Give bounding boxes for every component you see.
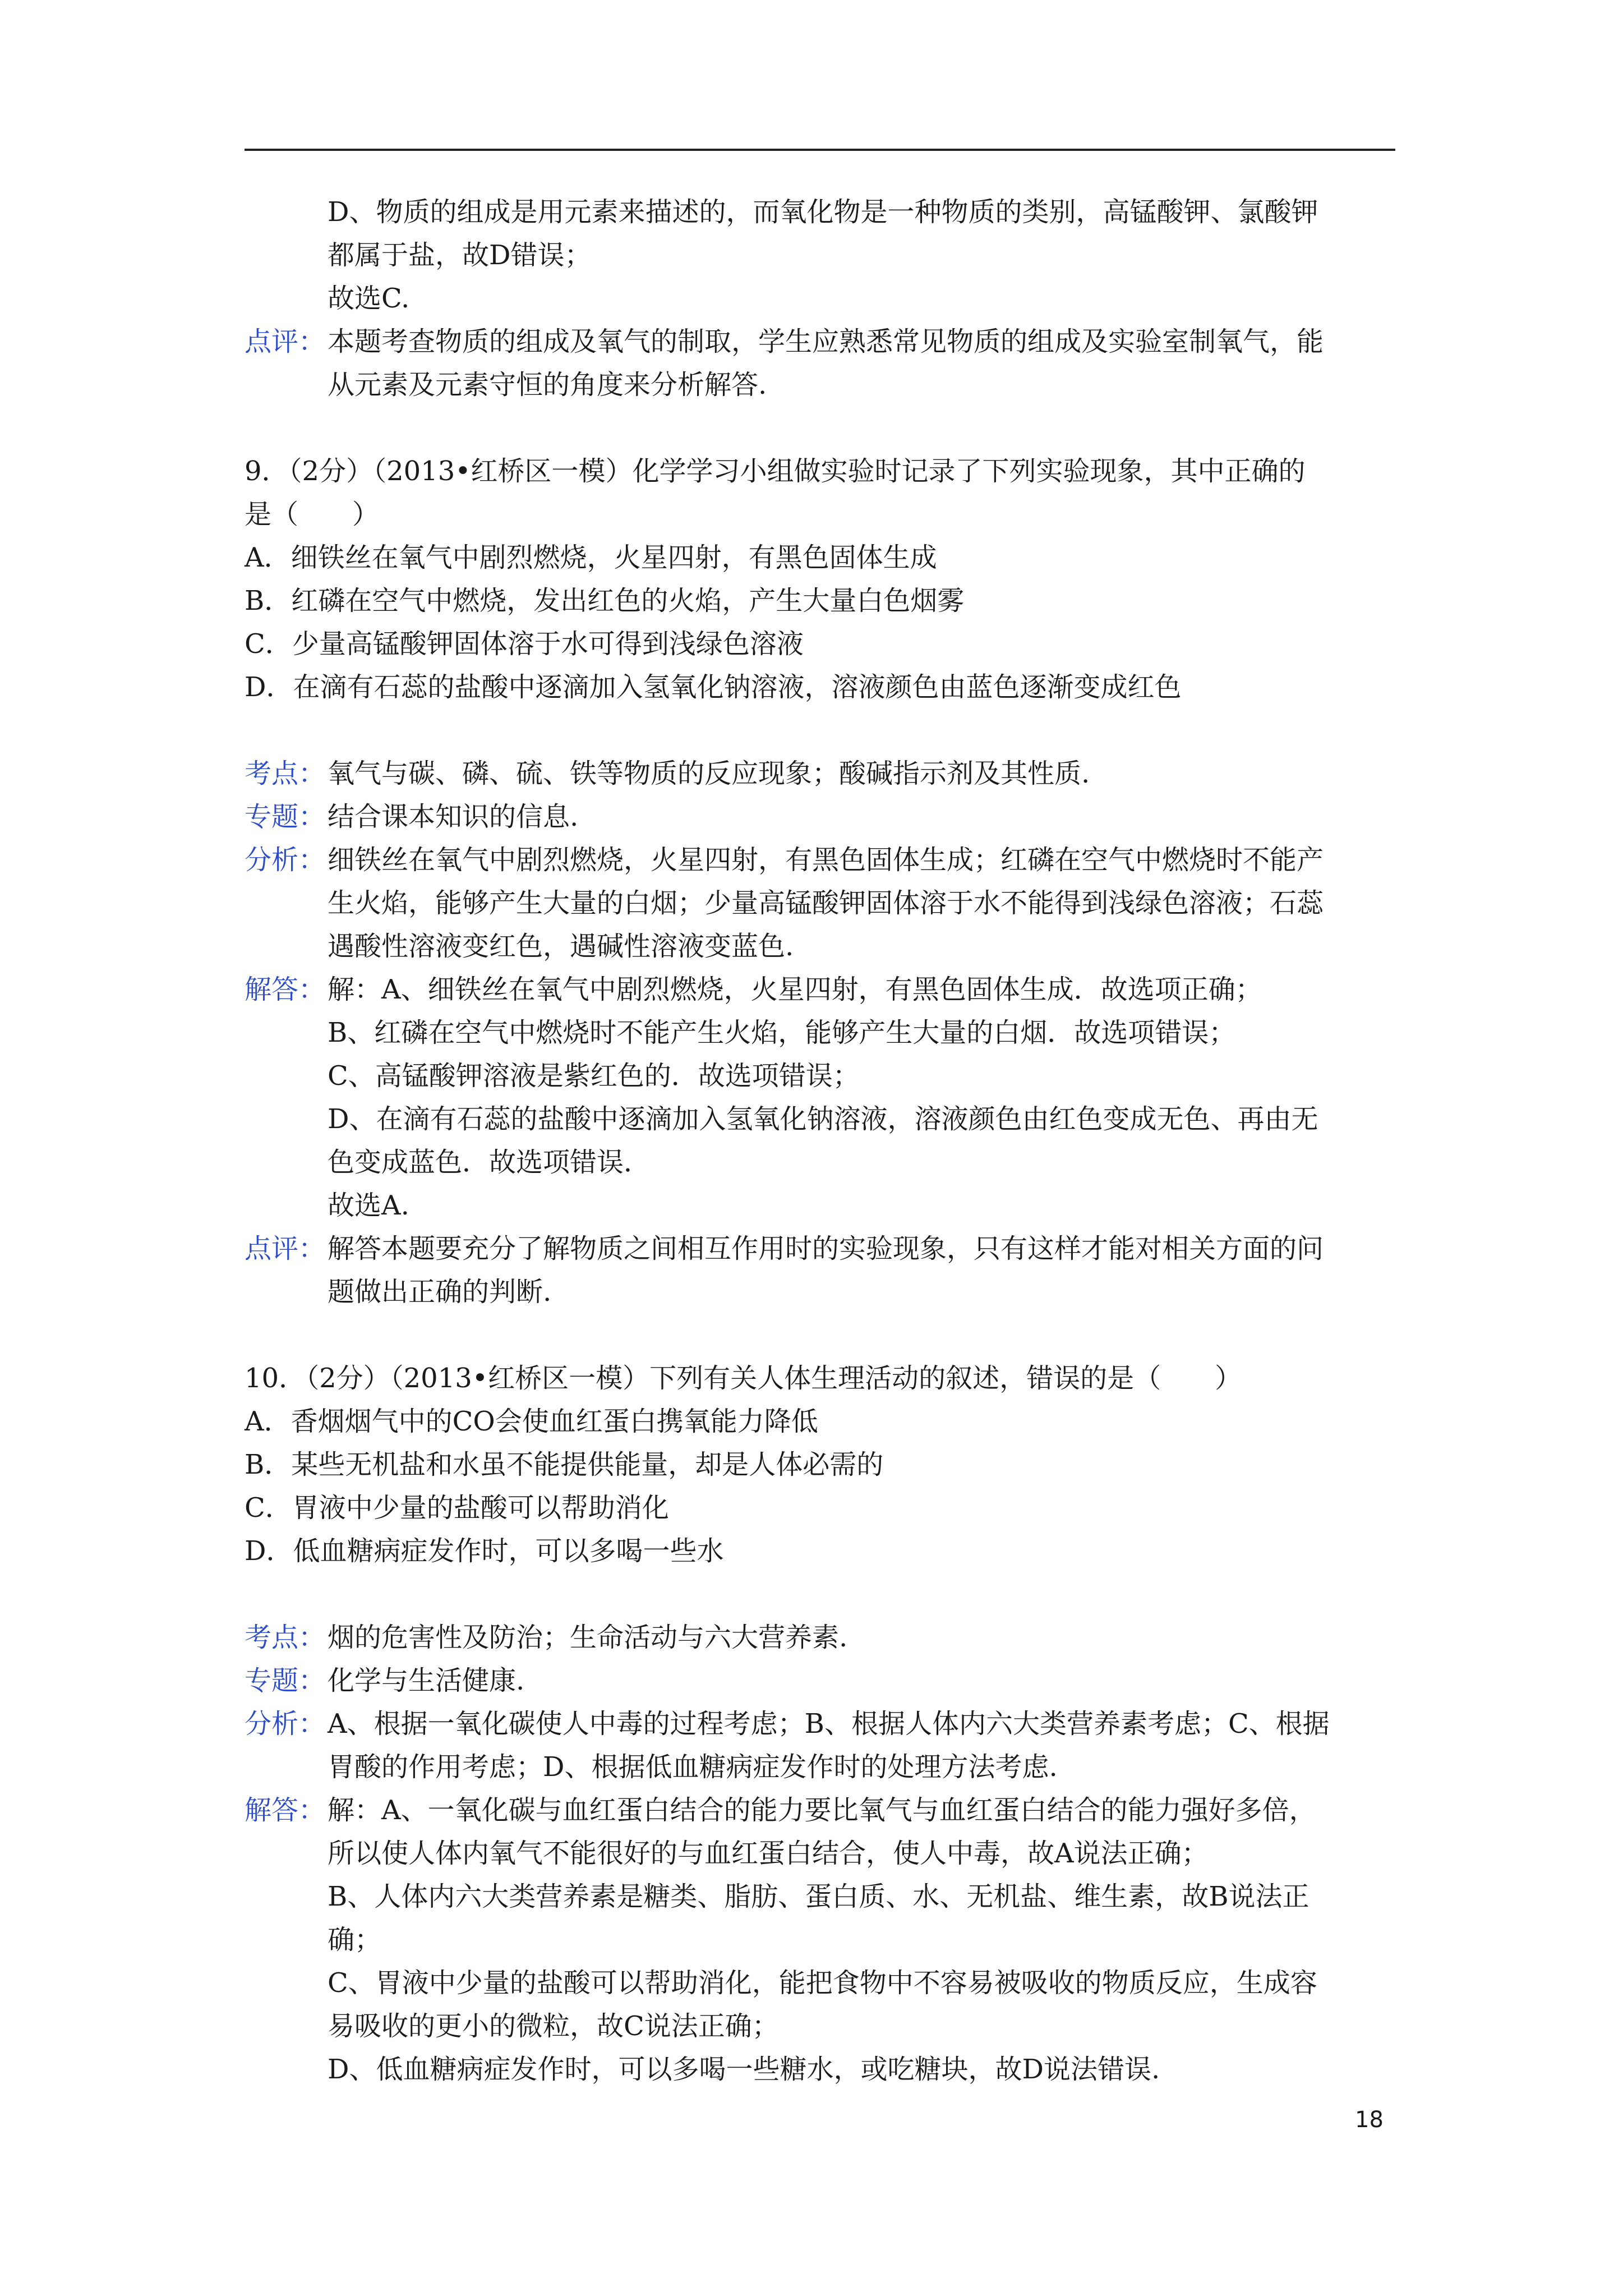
jieda-line: 色变成蓝色．故选项错误． [328,1147,651,1178]
fenxi-label: 分析： [245,844,326,876]
dianping-line: 题做出正确的判断. [328,1276,552,1308]
page-number: 18 [1355,2107,1384,2133]
text-line: D、物质的组成是用元素来描述的，而氧化物是一种物质的类别，高锰酸钾、氯酸钾 [328,196,1318,228]
review-block [245,320,1395,407]
q10-option-c: C．胃液中少量的盐酸可以帮助消化 [245,1492,669,1524]
jieda-line: B、人体内六大类营养素是糖类、脂肪、蛋白质、水、无机盐、维生素，故B说法正 [328,1881,1310,1912]
fenxi-line: A、根据一氧化碳使人中毒的过程考虑；B、根据人体内六大类营养素考虑；C、根据 [328,1708,1330,1740]
q10-option-a: A．香烟烟气中的CO会使血红蛋白携氧能力降低 [245,1406,818,1437]
zhuanti-text: 化学与生活健康. [328,1665,525,1696]
review-label: 点评： [245,326,326,357]
q10-stem: 10．（2分）（2013•红桥区一模）下列有关人体生理活动的叙述，错误的是（ ） [245,1363,1242,1394]
text-line: 故选C. [328,283,410,314]
q9-zhuanti [245,795,1395,839]
header-rule [245,149,1395,151]
q9-jieda [245,968,1395,1227]
zhuanti-label: 专题： [245,801,326,832]
q10-fenxi [245,1703,1395,1789]
fenxi-line: 遇酸性溶液变红色，遇碱性溶液变蓝色. [328,931,794,962]
q9-stem-line: 是（ ） [245,499,380,530]
kaodian-text: 氧气与碳、磷、硫、铁等物质的反应现象；酸碱指示剂及其性质. [328,758,1090,789]
q10-option-b: B．某些无机盐和水虽不能提供能量，却是人体必需的 [245,1449,884,1480]
jieda-line: 所以使人体内氧气不能很好的与血红蛋白结合，使人中毒，故A说法正确； [328,1838,1209,1869]
q9-kaodian [245,752,1395,795]
kaodian-text: 烟的危害性及防治；生命活动与六大营养素. [328,1622,848,1653]
jieda-line: C、胃液中少量的盐酸可以帮助消化，能把食物中不容易被吸收的物质反应，生成容 [328,1967,1317,1999]
text-line: 都属于盐，故D错误； [328,240,592,271]
q9-option-b: B．红磷在空气中燃烧，发出红色的火焰，产生大量白色烟雾 [245,585,965,616]
zhuanti-text: 结合课本知识的信息. [328,801,579,832]
dianping-label: 点评： [245,1233,326,1264]
kaodian-label: 考点： [245,758,326,789]
kaodian-label: 考点： [245,1622,326,1653]
jieda-line: 确； [328,1924,382,1955]
jieda-line: D、在滴有石蕊的盐酸中逐滴加入氢氧化钠溶液，溶液颜色由红色变成无色、再由无 [328,1103,1318,1135]
q9-stem-line: 9．（2分）（2013•红桥区一模）化学学习小组做实验时记录了下列实验现象，其中正确的 [245,455,1306,487]
jieda-line: 易吸收的更小的微粒，故C说法正确； [328,2010,779,2042]
q9-dianping [245,1227,1395,1314]
fenxi-line: 胃酸的作用考虑；D、根据低血糖病症发作时的处理方法考虑. [328,1751,1058,1783]
q10-zhuanti [245,1659,1395,1703]
jieda-line: 解：A、细铁丝在氧气中剧烈燃烧，火星四射，有黑色固体生成．故选项正确； [328,974,1262,1005]
zhuanti-label: 专题： [245,1665,326,1696]
q10-kaodian [245,1616,1395,1659]
dianping-line: 解答本题要充分了解物质之间相互作用时的实验现象，只有这样才能对相关方面的问 [328,1233,1324,1264]
review-line: 本题考查物质的组成及氧气的制取，学生应熟悉常见物质的组成及实验室制氧气，能 [328,326,1324,357]
jieda-label: 解答： [245,974,326,1005]
jieda-line: C、高锰酸钾溶液是紫红色的．故选项错误； [328,1060,860,1092]
jieda-label: 解答： [245,1795,326,1826]
q9-option-d: D．在滴有石蕊的盐酸中逐滴加入氢氧化钠溶液，溶液颜色由蓝色逐渐变成红色 [245,671,1182,703]
review-line: 从元素及元素守恒的角度来分析解答. [328,369,767,401]
fenxi-line: 细铁丝在氧气中剧烈燃烧，火星四射，有黑色固体生成；红磷在空气中燃烧时不能产 [328,844,1324,876]
jieda-line: 故选A. [328,1190,409,1221]
fenxi-label: 分析： [245,1708,326,1740]
q9-option-a: A．细铁丝在氧气中剧烈燃烧，火星四射，有黑色固体生成 [245,542,937,573]
jieda-line: D、低血糖病症发作时，可以多喝一些糖水，或吃糖块，故D说法错误. [328,2054,1160,2085]
jieda-line: 解：A、一氧化碳与血红蛋白结合的能力要比氧气与血红蛋白结合的能力强好多倍， [328,1795,1316,1826]
fenxi-line: 生火焰，能够产生大量的白烟；少量高锰酸钾固体溶于水不能得到浅绿色溶液；石蕊 [328,887,1324,919]
q10-option-d: D．低血糖病症发作时，可以多喝一些水 [245,1535,724,1567]
q10-jieda [245,1789,1395,2091]
q9-fenxi [245,839,1395,968]
document-body [245,191,1395,2091]
q9-option-c: C．少量高锰酸钾固体溶于水可得到浅绿色溶液 [245,628,804,660]
jieda-line: B、红磷在空气中燃烧时不能产生火焰，能够产生大量的白烟．故选项错误； [328,1017,1236,1048]
